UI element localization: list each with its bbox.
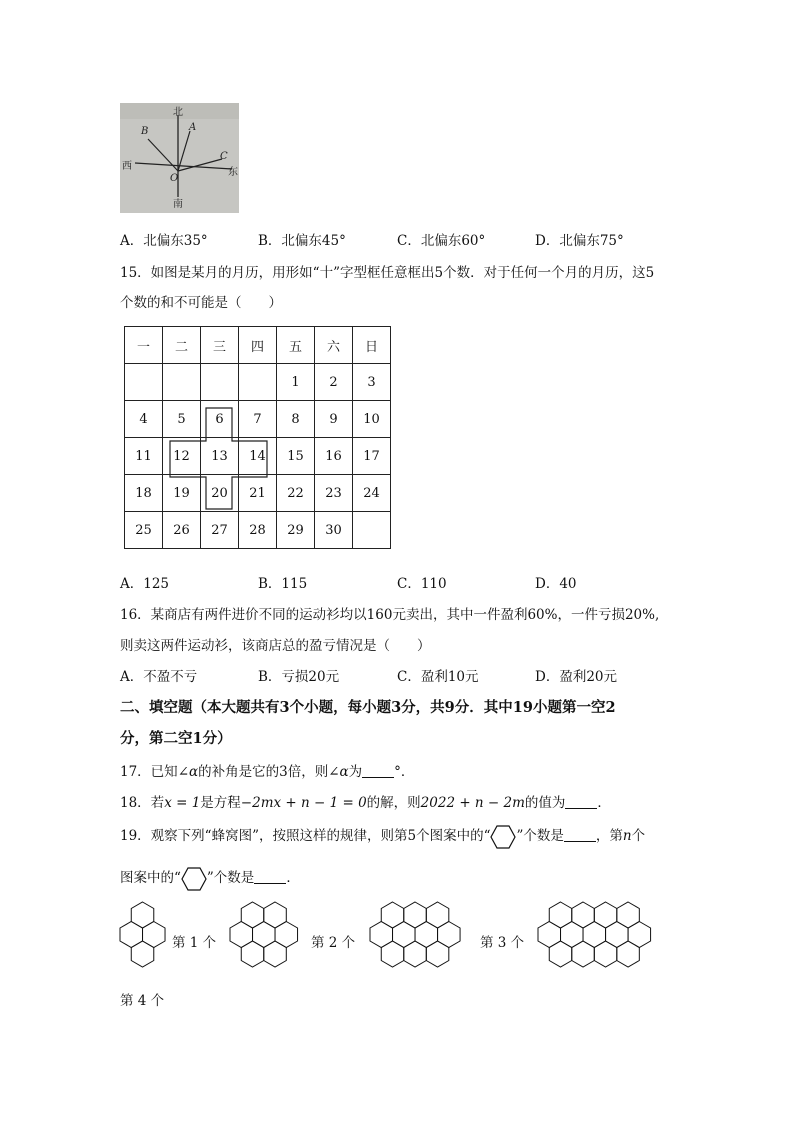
- honeycomb-cell: [120, 922, 143, 948]
- q19-line2-mid: ”个数是: [206, 870, 255, 886]
- q19-line2-pre: 图案中的“: [120, 870, 181, 886]
- q14-option-c: C．北偏东60°: [397, 233, 486, 249]
- q17-post2: °．: [394, 764, 415, 780]
- honeycomb-figure-3: [368, 900, 480, 974]
- south-label: 南: [173, 199, 183, 210]
- q16-option-b: B．亏损20元: [258, 669, 340, 685]
- q15-option-d: D．40: [535, 576, 577, 592]
- honeycomb-cell: [264, 902, 287, 928]
- q18-pre: 18．若: [120, 795, 165, 811]
- q17-post1: 为: [348, 764, 363, 780]
- honeycomb-cell: [370, 922, 393, 948]
- q19-answer-blank-1[interactable]: [564, 840, 596, 842]
- q15-option-a: A．125: [120, 576, 170, 592]
- calendar-cell: 12: [163, 438, 201, 475]
- honeycomb-cell: [549, 902, 572, 928]
- q19-line2-post: ．: [286, 870, 300, 886]
- honeycomb-cell: [415, 922, 438, 948]
- calendar-cell: 4: [125, 401, 163, 438]
- calendar-cell: 15: [277, 438, 315, 475]
- calendar-cell: 6: [201, 401, 239, 438]
- honeycomb-cell: [549, 941, 572, 967]
- q16-option-c: C．盈利10元: [397, 669, 479, 685]
- q17-pre: 17．已知: [120, 764, 178, 780]
- hexagon-icon: [181, 867, 207, 891]
- honeycomb-cell: [438, 922, 461, 948]
- calendar-header-cell: 五: [277, 327, 315, 364]
- q15-option-c: C．110: [397, 576, 447, 592]
- figure-3-label: 第 3 个: [480, 935, 525, 951]
- west-label: 西: [122, 161, 132, 172]
- honeycomb-cell: [426, 902, 449, 928]
- calendar-cell: 1: [277, 364, 315, 401]
- q18-expression: 2022 + n − 2m: [420, 795, 525, 811]
- honeycomb-cell: [241, 941, 264, 967]
- honeycomb-cell: [404, 941, 427, 967]
- figure-1-label: 第 1 个: [172, 935, 217, 951]
- honeycomb-cell: [131, 941, 154, 967]
- calendar-cell: 28: [239, 512, 277, 549]
- compass-diagram: [120, 103, 239, 213]
- calendar-cell: 9: [315, 401, 353, 438]
- honeycomb-cell: [617, 941, 640, 967]
- honeycomb-cell: [583, 922, 606, 948]
- honeycomb-cell: [393, 922, 416, 948]
- calendar-row: [125, 438, 391, 475]
- q15-option-b: B．115: [258, 576, 308, 592]
- q16-stem-line2: 则卖这两件运动衫，该商店总的盈亏情况是（ ）: [120, 638, 431, 654]
- honeycomb-cell: [230, 922, 253, 948]
- q19-mid2: ，第: [595, 828, 623, 844]
- q18-post1: 的值为: [524, 795, 566, 811]
- calendar-table: [124, 326, 391, 549]
- q18-mid2: 的解，则: [366, 795, 421, 811]
- calendar-cell: 7: [239, 401, 277, 438]
- calendar-cell: 18: [125, 475, 163, 512]
- honeycomb-cell: [426, 941, 449, 967]
- q18-equation: −2mx + n − 1 = 0: [240, 795, 367, 811]
- honeycomb-cell: [606, 922, 629, 948]
- q18-answer-blank[interactable]: [565, 807, 597, 809]
- calendar-header-cell: 一: [125, 327, 163, 364]
- q15-stem-line2: 个数的和不可能是（ ）: [120, 295, 282, 311]
- q17-line: [120, 760, 414, 780]
- q18-line: [120, 791, 611, 811]
- q17-angle2: ∠α: [328, 764, 349, 780]
- q17-angle1: ∠α: [177, 764, 199, 780]
- calendar-cell: 3: [353, 364, 391, 401]
- honeycomb-cell: [572, 941, 595, 967]
- q19-post: 个: [631, 828, 646, 844]
- north-label: 北: [173, 107, 183, 118]
- calendar-cell: [163, 364, 201, 401]
- calendar-cell: 11: [125, 438, 163, 475]
- q19-line1: [120, 824, 645, 849]
- calendar-cell: 24: [353, 475, 391, 512]
- calendar-row: [125, 475, 391, 512]
- calendar-cell: 2: [315, 364, 353, 401]
- section2-heading-line1: 二、填空题（本大题共有3个小题，每小题3分，共9分．其中19小题第一空2: [120, 699, 616, 716]
- calendar-cell: 16: [315, 438, 353, 475]
- q19-line2: [120, 866, 300, 891]
- honeycomb-cell: [253, 922, 276, 948]
- calendar-row: [125, 364, 391, 401]
- calendar-cell: [353, 512, 391, 549]
- calendar-cell: [201, 364, 239, 401]
- q16-option-d: D．盈利20元: [535, 669, 618, 685]
- q18-post2: ．: [597, 795, 611, 811]
- q19-mid1: ”个数是: [516, 828, 564, 844]
- calendar-cell: 5: [163, 401, 201, 438]
- calendar-header-cell: 二: [163, 327, 201, 364]
- point-b-label: B: [141, 126, 149, 137]
- q19-answer-blank-2[interactable]: [254, 882, 286, 884]
- calendar-cell: 27: [201, 512, 239, 549]
- honeycomb-figure-2: [228, 900, 312, 974]
- calendar-cell: 26: [163, 512, 201, 549]
- honeycomb-cell: [594, 902, 617, 928]
- honeycomb-cell: [628, 922, 651, 948]
- calendar-cell: 22: [277, 475, 315, 512]
- point-a-label: A: [189, 122, 197, 133]
- figure-2-label: 第 2 个: [311, 935, 356, 951]
- honeycomb-cell: [381, 902, 404, 928]
- honeycomb-cell: [275, 922, 298, 948]
- honeycomb-cell: [404, 902, 427, 928]
- section2-heading-line2: 分，第二空1分）: [120, 730, 232, 747]
- calendar-header-row: [125, 327, 391, 364]
- q14-option-a: A．北偏东35°: [120, 233, 208, 249]
- direction-photo: [120, 103, 239, 213]
- q17-answer-blank[interactable]: [362, 776, 394, 778]
- calendar-header-cell: 日: [353, 327, 391, 364]
- q19-pre: 19．观察下列“蜂窝图”，按照这样的规律，则第5个图案中的“: [120, 828, 491, 844]
- calendar-cell: 10: [353, 401, 391, 438]
- q19-n: n: [622, 828, 632, 844]
- calendar-cell: 25: [125, 512, 163, 549]
- honeycomb-cell: [143, 922, 166, 948]
- calendar-header-cell: 三: [201, 327, 239, 364]
- calendar-cell: 20: [201, 475, 239, 512]
- calendar-cell: 13: [201, 438, 239, 475]
- point-o-label: O: [170, 173, 179, 184]
- q15-stem-line1: 15．如图是某月的月历，用形如“十”字型框任意框出5个数．对于任何一个月的月历，这5: [120, 265, 655, 281]
- honeycomb-cell: [264, 941, 287, 967]
- q18-mid1: 是方程: [200, 795, 241, 811]
- honeycomb-cell: [561, 922, 584, 948]
- honeycomb-cell: [381, 941, 404, 967]
- q18-cond: x = 1: [164, 795, 201, 811]
- q16-option-a: A．不盈不亏: [120, 669, 198, 685]
- calendar-cell: 30: [315, 512, 353, 549]
- honeycomb-cell: [594, 941, 617, 967]
- honeycomb-cell: [131, 902, 154, 928]
- calendar-header-cell: 四: [239, 327, 277, 364]
- honeycomb-cell: [617, 902, 640, 928]
- calendar-cell: 29: [277, 512, 315, 549]
- calendar-row: [125, 512, 391, 549]
- point-c-label: C: [220, 151, 228, 162]
- calendar-cell: 19: [163, 475, 201, 512]
- q17-mid: 的补角是它的3倍，则: [198, 764, 329, 780]
- honeycomb-figure-4: [536, 900, 666, 974]
- q16-stem-line1: 16．某商店有两件进价不同的运动衫均以160元卖出，其中一件盈利60%，一件亏损20%,: [120, 607, 660, 623]
- calendar-cell: [239, 364, 277, 401]
- honeycomb-cell: [538, 922, 561, 948]
- honeycomb-figure-1: [118, 900, 174, 974]
- calendar-header-cell: 六: [315, 327, 353, 364]
- honeycomb-cell: [241, 902, 264, 928]
- calendar-cell: [125, 364, 163, 401]
- calendar-row: [125, 401, 391, 438]
- calendar-cell: 21: [239, 475, 277, 512]
- figure-4-label: 第 4 个: [120, 993, 165, 1009]
- q14-option-b: B．北偏东45°: [258, 233, 346, 249]
- hexagon-icon: [490, 825, 516, 849]
- calendar-cell: 14: [239, 438, 277, 475]
- honeycomb-cell: [572, 902, 595, 928]
- east-label: 东: [228, 167, 238, 178]
- calendar-cell: 23: [315, 475, 353, 512]
- calendar-cell: 8: [277, 401, 315, 438]
- q14-option-d: D．北偏东75°: [535, 233, 624, 249]
- calendar-cell: 17: [353, 438, 391, 475]
